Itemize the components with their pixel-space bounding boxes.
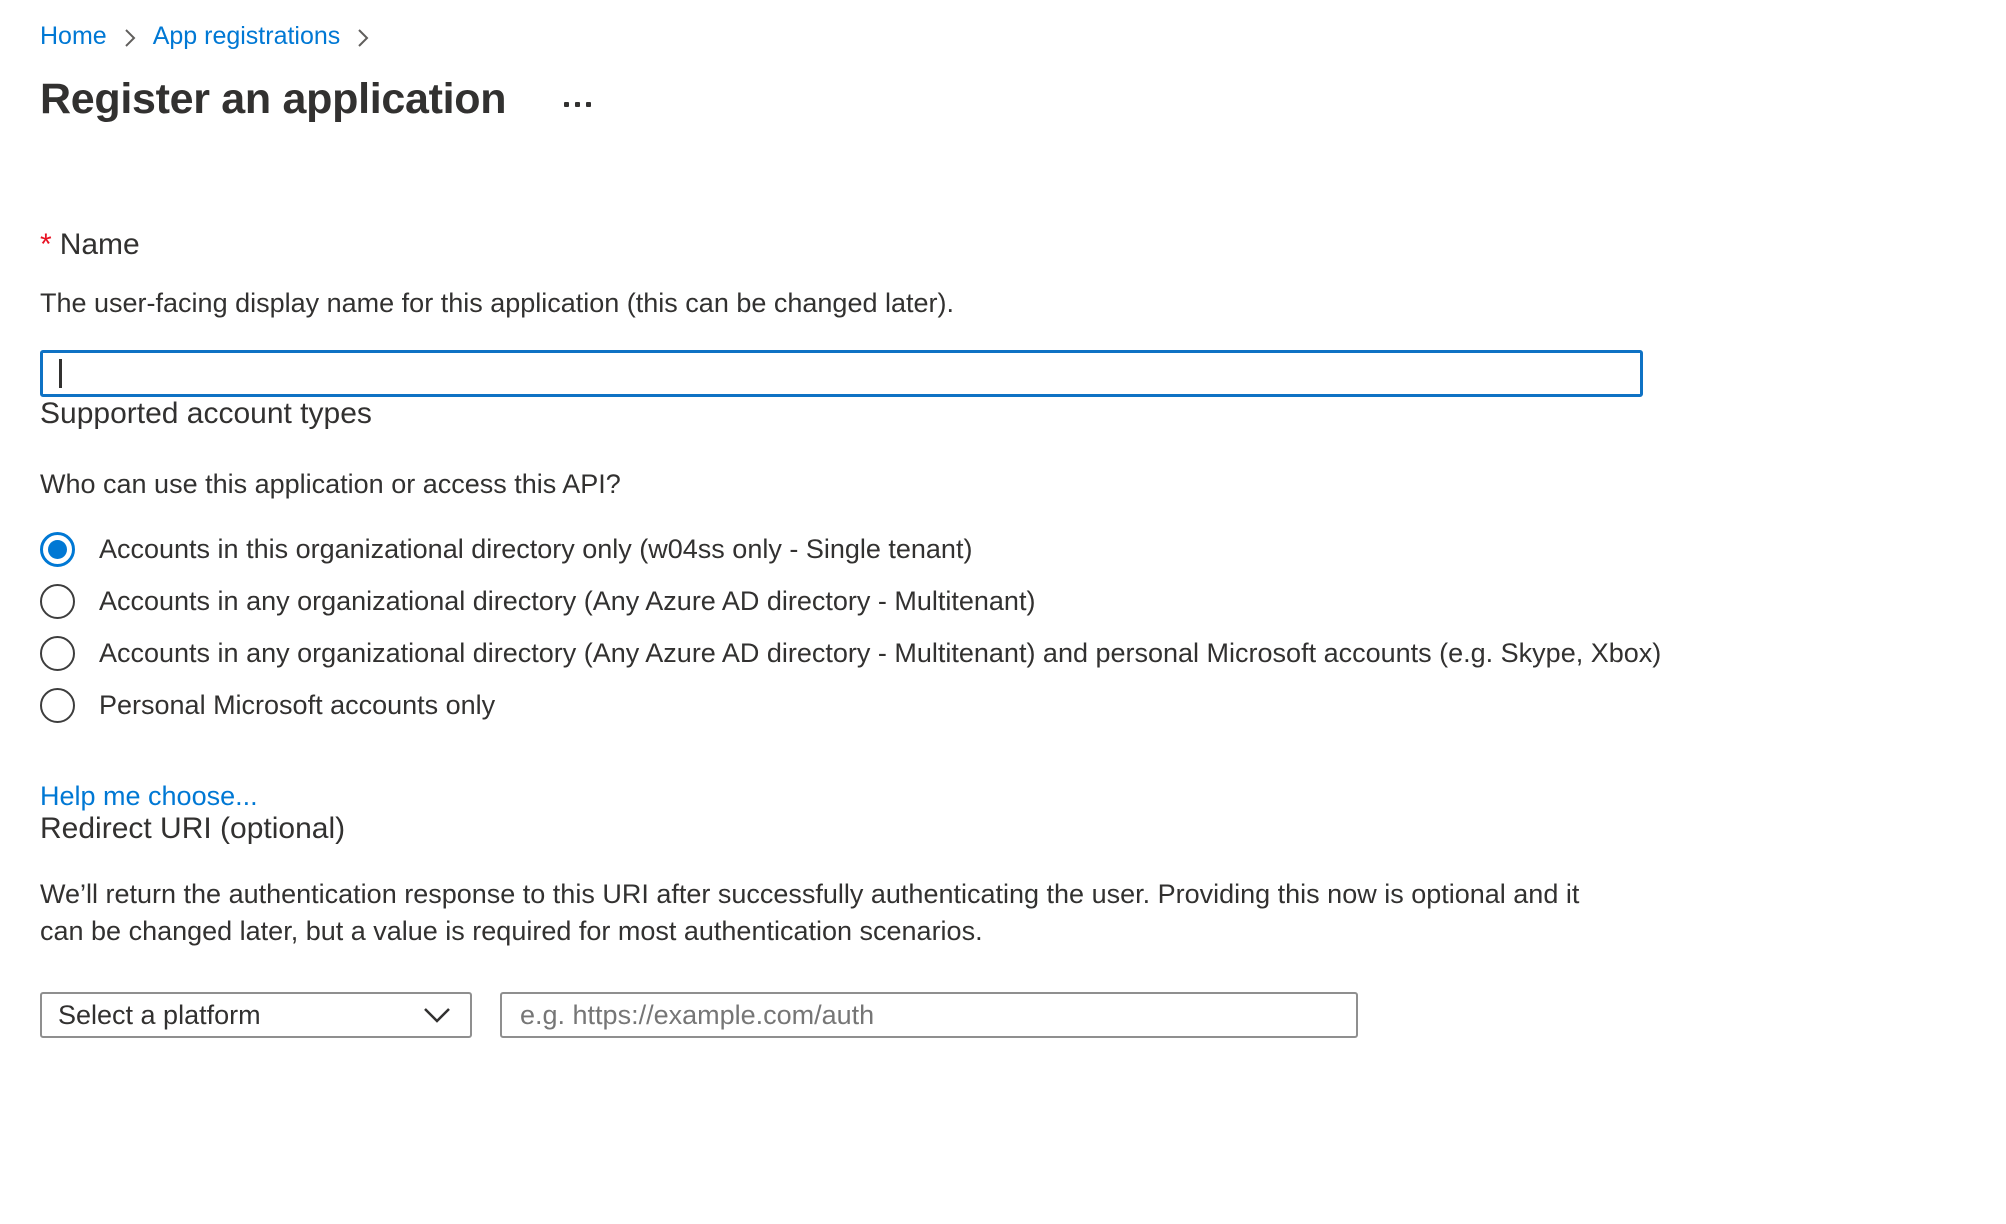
name-field-label	[40, 228, 2006, 262]
help-me-choose-link[interactable]: Help me choose...	[40, 781, 258, 811]
radio-option-multitenant-personal[interactable]	[40, 635, 2006, 671]
radio-option-label: Accounts in any organizational directory (Any Azure AD directory - Multitenant)	[99, 586, 1036, 616]
breadcrumb	[40, 20, 2006, 53]
supported-account-types-heading: Supported account types	[40, 397, 372, 430]
radio-option-personal-only[interactable]	[40, 687, 2006, 723]
app-name-input-wrapper	[40, 350, 1643, 397]
account-type-radio-group	[40, 531, 2006, 723]
account-types-question: Who can use this application or access this API?	[40, 469, 621, 499]
name-label-text: Name	[59, 228, 140, 261]
redirect-uri-heading: Redirect URI (optional)	[40, 812, 346, 845]
radio-button-icon	[40, 584, 75, 619]
radio-button-icon	[40, 532, 75, 567]
breadcrumb-app-registrations-link[interactable]: App registrations	[152, 22, 341, 50]
required-asterisk: *	[40, 228, 52, 261]
text-cursor-caret	[59, 359, 62, 388]
page-title: Register an application	[40, 75, 507, 123]
more-options-icon[interactable]	[558, 96, 597, 113]
radio-button-icon	[40, 636, 75, 671]
chevron-right-icon	[356, 27, 370, 49]
radio-option-single-tenant[interactable]	[40, 531, 2006, 567]
platform-select-value: Select a platform	[58, 999, 261, 1030]
radio-button-icon	[40, 688, 75, 723]
chevron-down-icon	[422, 1006, 452, 1024]
radio-option-label: Accounts in this organizational directory only (w04ss only - Single tenant)	[99, 534, 973, 564]
radio-option-label: Accounts in any organizational directory (Any Azure AD directory - Multitenant) and personal Microsoft accounts (e.g. Skype, Xbox)	[99, 638, 1662, 668]
redirect-uri-description: We’ll return the authentication response to this URI after successfully authenticating the user. Providing this now is optional and it can be changed later, but a value is required for most authentication scenarios.	[40, 879, 1580, 946]
radio-option-multitenant[interactable]	[40, 583, 2006, 619]
name-field-description: The user-facing display name for this application (this can be changed later).	[40, 288, 954, 318]
page-title-row	[40, 75, 2006, 124]
redirect-uri-input[interactable]	[500, 992, 1358, 1038]
redirect-uri-controls	[40, 992, 2006, 1038]
radio-option-label: Personal Microsoft accounts only	[99, 690, 496, 720]
breadcrumb-home-link[interactable]: Home	[40, 22, 107, 50]
platform-select-dropdown[interactable]	[40, 992, 472, 1038]
chevron-right-icon	[123, 27, 137, 49]
app-name-input[interactable]	[43, 353, 1640, 394]
